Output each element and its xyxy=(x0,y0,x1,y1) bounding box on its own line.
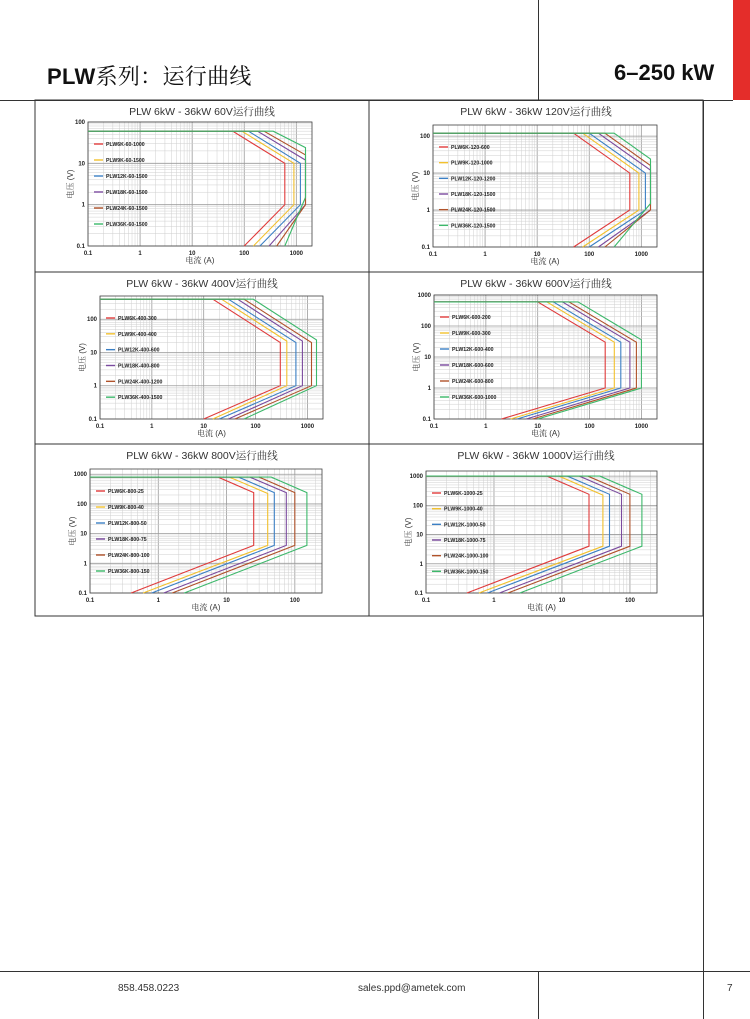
y-axis-label: 电压 (V) xyxy=(78,343,87,372)
legend-label: PLW9K-1000-40 xyxy=(444,506,483,513)
y-tick-label: 10 xyxy=(424,355,431,361)
legend-label: PLW24K-600-800 xyxy=(452,379,494,385)
page-number: 7 xyxy=(727,983,733,994)
chart-5 xyxy=(35,444,369,616)
chart-title: PLW 6kW - 36kW 400V运行曲线 xyxy=(126,278,278,290)
legend-label: PLW18K-400-800 xyxy=(118,363,160,370)
y-tick-label: 1 xyxy=(81,202,85,209)
x-tick-label: 10 xyxy=(534,424,542,430)
legend-label: PLW6K-60-1000 xyxy=(106,142,145,148)
series-line xyxy=(88,131,306,246)
x-tick-label: 10 xyxy=(223,598,230,604)
legend-label: PLW6K-120-600 xyxy=(451,145,490,151)
brand-name: PLW xyxy=(47,64,96,89)
legend-label: PLW18K-800-75 xyxy=(108,537,147,543)
chart-title: PLW 6kW - 36kW 60V运行曲线 xyxy=(129,106,275,118)
y-tick-label: 1 xyxy=(93,383,97,390)
x-tick-label: 1 xyxy=(150,424,154,430)
x-tick-label: 1000 xyxy=(634,252,649,258)
legend-label: PLW9K-600-300 xyxy=(452,331,491,337)
x-tick-label: 100 xyxy=(250,424,261,430)
x-tick-label: 0.1 xyxy=(85,598,95,604)
legend-label: PLW36K-60-1500 xyxy=(106,222,148,228)
legend-label: PLW12K-60-1500 xyxy=(106,174,148,180)
footer-phone: 858.458.0223 xyxy=(118,983,180,994)
legend-label: PLW36K-600-1000 xyxy=(452,395,497,401)
legend-label: PLW12K-400-600 xyxy=(118,347,160,354)
x-axis-label: 电流 (A) xyxy=(531,429,560,438)
y-tick-label: 100 xyxy=(412,503,423,510)
legend-label: PLW36K-400-1500 xyxy=(118,395,163,402)
x-axis-label: 电流 (A) xyxy=(185,256,215,265)
legend-label: PLW6K-600-200 xyxy=(452,315,491,321)
legend-label: PLW18K-600-600 xyxy=(452,363,494,369)
y-tick-label: 0.1 xyxy=(422,417,431,423)
x-tick-label: 0.1 xyxy=(95,424,105,430)
y-axis-label: 电压 (V) xyxy=(412,342,421,372)
x-tick-label: 100 xyxy=(584,424,595,430)
x-tick-label: 0.1 xyxy=(421,598,431,604)
y-tick-label: 0.1 xyxy=(76,244,85,250)
legend-label: PLW24K-120-1500 xyxy=(451,207,496,214)
x-axis-label: 电流 (A) xyxy=(191,603,221,612)
x-tick-label: 10 xyxy=(188,251,196,257)
legend-label: PLW24K-1000-100 xyxy=(444,553,489,560)
y-tick-label: 10 xyxy=(78,161,85,168)
y-tick-label: 10 xyxy=(80,531,87,538)
x-tick-label: 1 xyxy=(156,598,160,604)
x-tick-label: 100 xyxy=(239,251,250,257)
legend-label: PLW6K-400-300 xyxy=(118,316,157,322)
legend-label: PLW6K-800-25 xyxy=(108,489,144,495)
x-tick-label: 0.1 xyxy=(83,251,93,257)
series-line xyxy=(88,131,285,246)
title-suffix: 系列：运行曲线 xyxy=(95,64,252,89)
legend-label: PLW24K-400-1200 xyxy=(118,379,163,386)
y-axis-label: 电压 (V) xyxy=(404,517,413,547)
legend-label: PLW12K-120-1200 xyxy=(451,176,496,183)
x-axis-label: 电流 (A) xyxy=(530,257,560,266)
x-tick-label: 100 xyxy=(624,598,635,604)
x-tick-label: 0.1 xyxy=(429,424,439,430)
series-line xyxy=(88,131,306,246)
chart-title: PLW 6kW - 36kW 120V运行曲线 xyxy=(460,106,612,118)
y-tick-label: 10 xyxy=(416,532,423,539)
x-axis-label: 电流 (A) xyxy=(527,603,556,612)
series-line xyxy=(88,131,306,246)
y-tick-label: 100 xyxy=(86,317,97,324)
x-tick-label: 0.1 xyxy=(428,252,438,258)
chart-4 xyxy=(369,272,703,444)
x-tick-label: 1000 xyxy=(289,251,304,257)
series-lines xyxy=(88,131,306,246)
x-tick-label: 100 xyxy=(289,598,300,604)
legend-label: PLW9K-800-40 xyxy=(108,505,144,511)
x-tick-label: 1000 xyxy=(300,424,315,430)
footer-email: sales.ppd@ametek.com xyxy=(358,983,466,994)
y-tick-label: 100 xyxy=(419,134,430,141)
x-tick-label: 10 xyxy=(200,424,208,430)
y-tick-label: 1 xyxy=(427,386,431,392)
legend-label: PLW9K-60-1500 xyxy=(106,158,145,164)
x-tick-label: 1 xyxy=(138,251,142,257)
series-line xyxy=(88,131,294,246)
chart-2 xyxy=(369,100,703,272)
series-line xyxy=(88,131,300,246)
legend-label: PLW18K-120-1500 xyxy=(451,192,496,198)
x-tick-label: 100 xyxy=(584,252,595,258)
y-tick-label: 1000 xyxy=(417,293,431,299)
chart-title: PLW 6kW - 36kW 600V运行曲线 xyxy=(460,278,612,290)
y-axis-label: 电压 (V) xyxy=(66,169,75,199)
x-tick-label: 10 xyxy=(533,252,541,258)
chart-1 xyxy=(35,100,369,272)
y-tick-label: 10 xyxy=(423,171,430,178)
x-tick-label: 1000 xyxy=(634,424,649,430)
y-axis-label: 电压 (V) xyxy=(68,516,77,546)
legend-label: PLW18K-1000-75 xyxy=(444,538,486,544)
legend xyxy=(432,491,489,575)
y-tick-label: 0.1 xyxy=(78,591,87,597)
y-tick-label: 1 xyxy=(419,561,423,568)
chart-title: PLW 6kW - 36kW 800V运行曲线 xyxy=(126,450,278,462)
legend-label: PLW36K-800-150 xyxy=(108,569,150,575)
y-tick-label: 0.1 xyxy=(414,591,423,597)
y-tick-label: 1 xyxy=(426,208,430,215)
legend xyxy=(106,316,163,401)
y-tick-label: 0.1 xyxy=(88,417,97,423)
y-tick-label: 100 xyxy=(420,324,431,330)
legend-label: PLW9K-400-400 xyxy=(118,331,157,338)
x-axis-label: 电流 (A) xyxy=(197,429,226,438)
legend-label: PLW18K-60-1500 xyxy=(106,190,148,196)
legend-label: PLW36K-1000-150 xyxy=(444,569,489,576)
x-tick-label: 10 xyxy=(558,598,566,604)
legend xyxy=(439,145,496,229)
legend-label: PLW36K-120-1500 xyxy=(451,223,496,230)
legend-label: PLW12K-800-50 xyxy=(108,521,147,527)
x-tick-label: 1 xyxy=(483,252,487,258)
legend-label: PLW12K-1000-50 xyxy=(444,522,486,529)
legend-label: PLW12K-600-400 xyxy=(452,347,494,353)
y-tick-label: 1000 xyxy=(409,474,423,481)
legend-label: PLW9K-120-1000 xyxy=(451,160,493,167)
y-tick-label: 0.1 xyxy=(421,245,430,251)
legend-label: PLW6K-1000-25 xyxy=(444,491,483,497)
x-tick-label: 1 xyxy=(484,424,488,430)
y-tick-label: 1 xyxy=(83,561,87,568)
y-tick-label: 10 xyxy=(90,350,97,357)
chart-title: PLW 6kW - 36kW 1000V运行曲线 xyxy=(457,450,615,462)
y-tick-label: 100 xyxy=(76,501,87,508)
y-tick-label: 100 xyxy=(74,120,85,126)
y-tick-label: 1000 xyxy=(73,472,87,479)
x-tick-label: 1 xyxy=(492,598,496,604)
legend-label: PLW24K-60-1500 xyxy=(106,206,148,212)
power-range: 6–250 kW xyxy=(614,60,715,85)
legend-label: PLW24K-800-100 xyxy=(108,553,150,559)
chart-6 xyxy=(369,444,703,616)
chart-3 xyxy=(35,272,369,444)
y-axis-label: 电压 (V) xyxy=(411,171,420,201)
